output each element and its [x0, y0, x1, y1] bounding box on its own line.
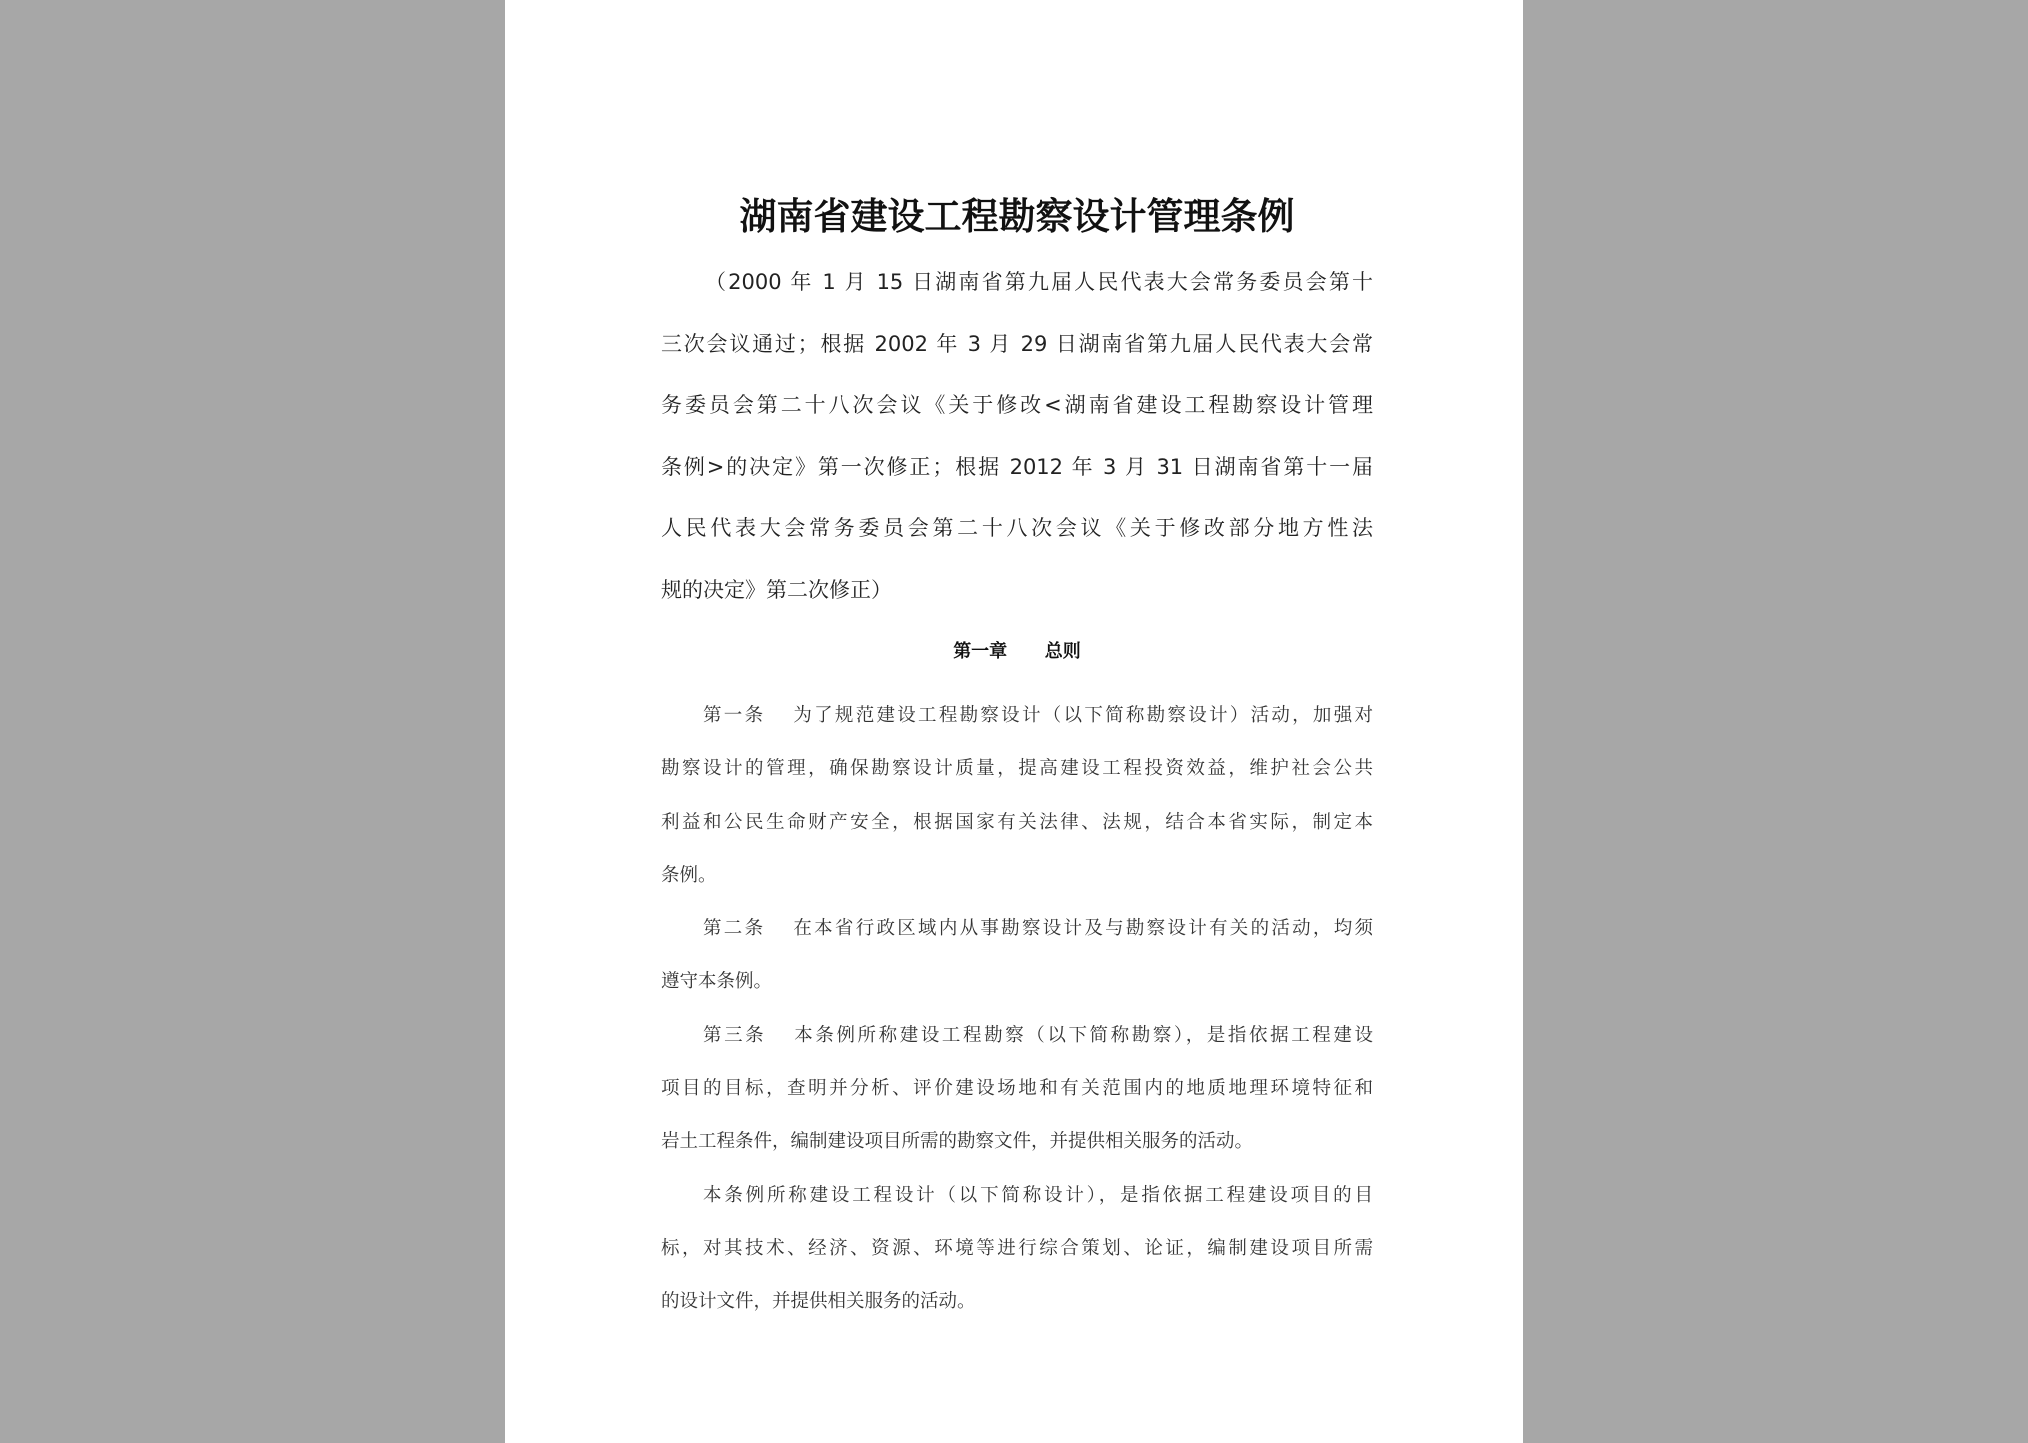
article-1-line: 利益和公民生命财产安全，根据国家有关法律、法规，结合本省实际，制定本: [661, 811, 1373, 833]
article-2-line: 遵守本条例。: [661, 971, 773, 993]
document-title: 湖南省建设工程勘察设计管理条例: [739, 194, 1295, 238]
note-line: 三次会议通过；根据 2002 年 3 月 29 日湖南省第九届人民代表大会常: [661, 331, 1373, 356]
article-3-line: 岩土工程条件，编制建设项目所需的勘察文件，并提供相关服务的活动。: [661, 1131, 1254, 1153]
adoption-note: [661, 252, 1373, 622]
note-line: （2000 年 1 月 15 日湖南省第九届人民代表大会常务委员会第十: [705, 270, 1373, 294]
chapter-heading: 第一章 总则: [953, 641, 1081, 662]
note-line: 务委员会第二十八次会议《关于修改<湖南省建设工程勘察设计管理: [661, 393, 1373, 418]
article-number: 第一条: [703, 705, 766, 726]
article-text: 在本省行政区域内从事勘察设计及与勘察设计有关的活动，均须: [793, 918, 1373, 940]
article-3-line: 项目的目标，查明并分析、评价建设场地和有关范围内的地质地理环境特征和: [661, 1078, 1373, 1100]
article-2-line: [661, 902, 1373, 955]
note-line: 条例>的决定》第一次修正；根据 2012 年 3 月 31 日湖南省第十一届: [661, 454, 1373, 479]
note-line: 人民代表大会常务委员会第二十八次会议《关于修改部分地方性法: [661, 516, 1373, 541]
article-1-line: 条例。: [661, 864, 717, 886]
article-3-line: [661, 1009, 1373, 1062]
article-1-line: [661, 689, 1373, 742]
document-page: [505, 0, 1523, 1443]
note-line: 规的决定》第二次修正）: [661, 577, 892, 602]
article-number: 第二条: [703, 918, 766, 940]
article-3-paragraph-2-line: 的设计文件，并提供相关服务的活动。: [661, 1291, 976, 1313]
articles-body: [661, 689, 1373, 1329]
article-1-line: 勘察设计的管理，确保勘察设计质量，提高建设工程投资效益，维护社会公共: [661, 758, 1373, 780]
article-3-paragraph-2-line: 本条例所称建设工程设计（以下简称设计），是指依据工程建设项目的目: [703, 1184, 1373, 1206]
article-3-paragraph-2-line: 标，对其技术、经济、资源、环境等进行综合策划、论证，编制建设项目所需: [661, 1237, 1373, 1259]
article-text: 本条例所称建设工程勘察（以下简称勘察），是指依据工程建设: [794, 1024, 1373, 1046]
article-text: 为了规范建设工程勘察设计（以下简称勘察设计）活动，加强对: [793, 705, 1373, 726]
article-number: 第三条: [703, 1024, 767, 1046]
